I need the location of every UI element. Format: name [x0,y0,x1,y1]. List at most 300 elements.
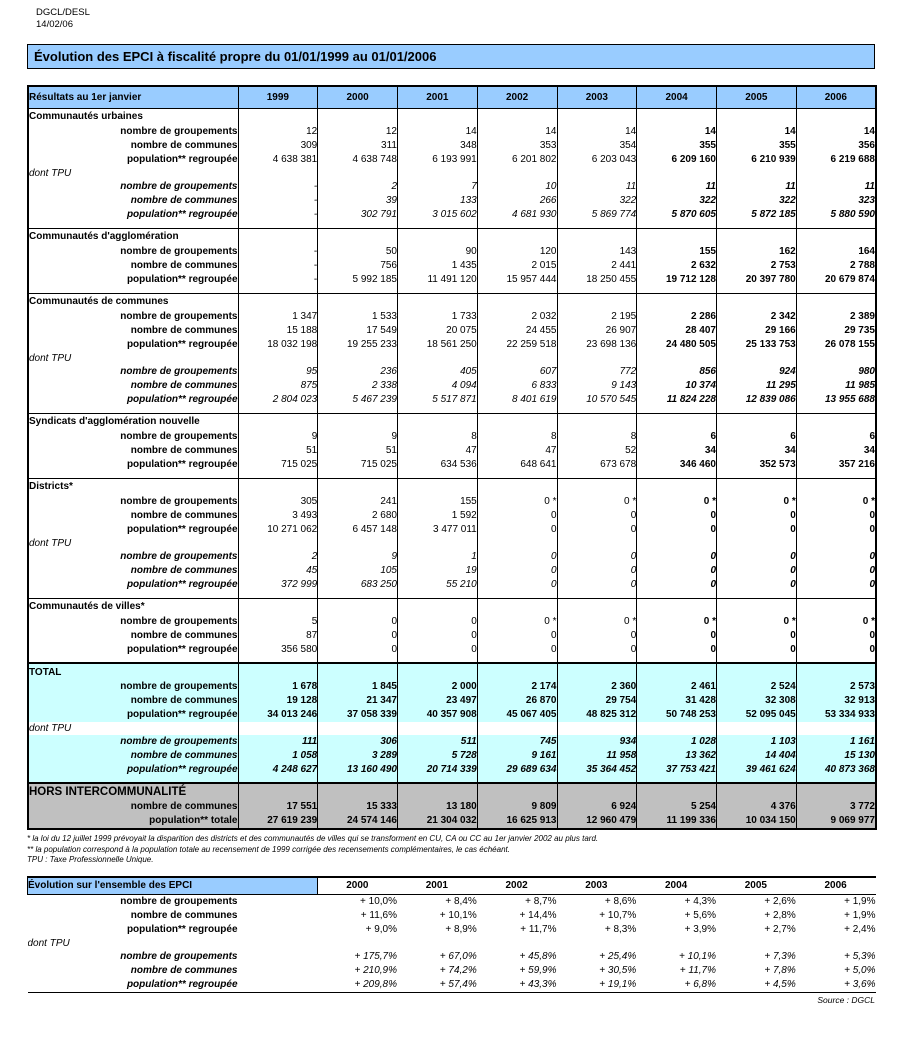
row-label: nombre de groupements [28,430,238,444]
value-cell: 5 517 871 [398,393,478,407]
value-cell: 1 103 [717,735,797,749]
year-column-header: 2004 [637,86,717,108]
data-row [28,909,876,923]
value-cell: 17 549 [318,324,398,338]
empty-cell [796,293,876,310]
value-cell: 51 [318,444,398,458]
empty-cell [477,413,557,430]
value-cell: 22 259 518 [477,338,557,352]
value-cell: + 14,4% [519,910,557,921]
value-cell: 5 254 [637,800,717,814]
section-communautes-de-villes [28,598,876,663]
empty-cell [717,478,797,495]
tpu-data-row [28,393,876,407]
value-cell: + 1,9% [844,896,876,907]
tpu-data-row [28,763,876,777]
value-cell: 52 095 045 [717,708,797,722]
value-cell: 0 [717,523,797,537]
value-cell: 32 308 [717,694,797,708]
value-cell: 11 [717,180,797,194]
value-cell: 20 679 874 [796,273,876,287]
empty-cell [796,722,876,735]
value-cell: 155 [398,495,478,509]
value-cell: 87 [238,629,318,643]
data-row [28,430,876,444]
value-cell: 355 [717,139,797,153]
value-cell: + 2,7% [764,924,796,935]
footnote-districts: * la loi du 12 juillet 1999 prévoyait la disparition des districts et des communautés de villes qui se transforment en CU, CA ou CC au 1er janvier 2002 au plus tard. [27,834,599,843]
value-cell: 0 [796,578,876,592]
value-cell: 19 712 128 [637,273,717,287]
data-row [28,615,876,629]
tpu-data-row [28,208,876,222]
row-label: nombre de communes [28,139,238,153]
value-cell: 0 [318,643,398,657]
value-cell: 305 [238,495,318,509]
value-cell: - [238,259,318,273]
empty-cell [717,228,797,245]
tpu-data-row [28,578,876,592]
row-label: population** regroupée [28,458,238,472]
empty-cell [557,537,637,550]
value-cell: 3 477 011 [398,523,478,537]
section-title: Communautés d'agglomération [28,228,238,245]
value-cell: 311 [318,139,398,153]
value-cell: 26 870 [477,694,557,708]
value-cell: 2 195 [557,310,637,324]
empty-cell [398,663,478,680]
value-cell: 14 [477,125,557,139]
value-cell: 2 342 [717,310,797,324]
tpu-data-row [28,749,876,763]
value-cell: 2 174 [477,680,557,694]
empty-cell [557,108,637,125]
value-cell: 23 698 136 [557,338,637,352]
value-cell: 11 295 [717,379,797,393]
page-title: Évolution des EPCI à fiscalité propre du 01/01/1999 au 01/01/2006 [27,44,875,69]
value-cell: 0 [477,550,557,564]
year-column-header: 1999 [238,86,318,108]
value-cell: 21 304 032 [398,814,478,829]
data-row [28,895,876,910]
value-cell: 9 [238,430,318,444]
empty-cell [637,293,717,310]
value-cell: 0 * [477,615,557,629]
value-cell: 0 [637,643,717,657]
empty-cell [557,293,637,310]
value-cell: 1 592 [398,509,478,523]
value-cell: 6 924 [557,800,637,814]
empty-cell [477,167,557,180]
row-label: nombre de communes [130,965,238,976]
value-cell: 7 [398,180,478,194]
row-label: population** regroupée [28,763,238,777]
row-label: nombre de communes [28,324,238,338]
empty-cell [637,478,717,495]
value-cell: + 4,3% [684,896,716,907]
value-cell: 0 [557,550,637,564]
dont-tpu-label: dont TPU [28,722,238,735]
year-column-header: 2000 [317,877,397,895]
value-cell: 511 [398,735,478,749]
empty-cell [477,108,557,125]
section-title: Communautés urbaines [28,108,238,125]
empty-cell [238,663,318,680]
value-cell: 5 992 185 [318,273,398,287]
value-cell: 52 [557,444,637,458]
year-column-header: 2002 [477,86,557,108]
value-cell: 302 791 [318,208,398,222]
empty-cell [477,228,557,245]
value-cell: 0 [398,643,478,657]
value-cell: 2 032 [477,310,557,324]
empty-cell [238,293,318,310]
row-label: nombre de groupements [28,550,238,564]
section-title-row [28,783,876,800]
section-title-row [28,293,876,310]
value-cell: 0 [637,550,717,564]
empty-cell [557,663,637,680]
doc-date: 14/02/06 [36,19,73,30]
value-cell: 4 248 627 [238,763,318,777]
tpu-data-row [28,379,876,393]
value-cell: 37 058 339 [318,708,398,722]
value-cell: 3 015 602 [398,208,478,222]
row-label: nombre de groupements [28,125,238,139]
data-row [28,814,876,829]
value-cell: 6 457 148 [318,523,398,537]
row-label: nombre de groupements [28,310,238,324]
empty-cell [477,783,557,800]
tpu-data-row [28,180,876,194]
row-label: population** regroupée [28,273,238,287]
dont-tpu-row [28,167,876,180]
data-row [28,495,876,509]
value-cell: 3 493 [238,509,318,523]
empty-cell [637,413,717,430]
empty-cell [637,663,717,680]
value-cell: 745 [477,735,557,749]
value-cell: - [238,273,318,287]
value-cell: 0 [717,643,797,657]
value-cell: 39 [318,194,398,208]
empty-cell [477,598,557,615]
value-cell: 29 735 [796,324,876,338]
content [27,44,875,1005]
section-title: Districts* [28,478,238,495]
empty-cell [717,537,797,550]
section-communautes-de-communes [28,293,876,413]
value-cell: 0 [796,523,876,537]
empty-cell [238,964,318,978]
value-cell: 24 574 146 [318,814,398,829]
value-cell: 0 [557,643,637,657]
value-cell: 24 455 [477,324,557,338]
value-cell: 11 824 228 [637,393,717,407]
value-cell: 2 360 [557,680,637,694]
value-cell: 18 561 250 [398,338,478,352]
row-label: population** regroupée [28,208,238,222]
value-cell: 1 058 [238,749,318,763]
empty-cell [238,909,318,923]
value-cell: 111 [238,735,318,749]
value-cell: 40 357 908 [398,708,478,722]
value-cell: 0 [637,564,717,578]
data-row [28,273,876,287]
value-cell: 0 [398,629,478,643]
value-cell: + 11,6% [360,910,397,921]
value-cell: 405 [398,365,478,379]
value-cell: 0 [477,578,557,592]
value-cell: 0 [318,629,398,643]
results-header-label: Résultats au 1er janvier [28,86,238,108]
value-cell: 648 641 [477,458,557,472]
value-cell: 5 728 [398,749,478,763]
value-cell: 50 748 253 [637,708,717,722]
value-cell: 0 [398,615,478,629]
tpu-data-row [28,550,876,564]
value-cell: 11 [796,180,876,194]
value-cell: 2 753 [717,259,797,273]
value-cell: 0 [557,629,637,643]
value-cell: 50 [318,245,398,259]
value-cell: 924 [717,365,797,379]
empty-cell [398,228,478,245]
value-cell: 348 [398,139,478,153]
value-cell: 10 271 062 [238,523,318,537]
empty-cell [717,293,797,310]
value-cell: 53 334 933 [796,708,876,722]
empty-cell [398,598,478,615]
value-cell: 355 [637,139,717,153]
data-row [28,245,876,259]
section-title: TOTAL [28,663,238,680]
value-cell: 155 [637,245,717,259]
value-cell: + 59,9% [519,965,557,976]
year-column-header: 2001 [397,877,477,895]
row-label: nombre de groupements [28,365,238,379]
value-cell: + 2,4% [844,924,876,935]
value-cell: 0 [477,643,557,657]
org-label: DGCL/DESL [36,7,90,18]
empty-cell [796,413,876,430]
data-row [28,259,876,273]
value-cell: 0 * [717,495,797,509]
value-cell: 0 [557,509,637,523]
value-cell: 0 [717,509,797,523]
empty-cell [796,663,876,680]
value-cell: 0 [637,523,717,537]
value-cell: 5 870 605 [637,208,717,222]
value-cell: 12 [318,125,398,139]
value-cell: + 25,4% [599,951,637,962]
value-cell: 16 625 913 [477,814,557,829]
empty-cell [796,783,876,800]
section-title-row [28,413,876,430]
empty-cell [637,722,717,735]
value-cell: 5 880 590 [796,208,876,222]
value-cell: 31 428 [637,694,717,708]
value-cell: 13 955 688 [796,393,876,407]
empty-cell [717,722,797,735]
data-row [28,800,876,814]
value-cell: 14 [717,125,797,139]
empty-cell [557,783,637,800]
row-label: nombre de communes [28,259,238,273]
data-row [28,509,876,523]
row-label: nombre de communes [28,379,238,393]
empty-cell [398,537,478,550]
section-districts [28,478,876,598]
evolution-table [27,876,876,994]
tpu-data-row [28,194,876,208]
value-cell: 0 [557,564,637,578]
empty-cell [238,978,318,993]
value-cell: 26 907 [557,324,637,338]
value-cell: 105 [318,564,398,578]
value-cell: 15 333 [318,800,398,814]
value-cell: 20 075 [398,324,478,338]
value-cell: + 3,9% [684,924,716,935]
data-row [28,694,876,708]
empty-cell [238,950,318,964]
empty-cell [318,228,398,245]
value-cell: 14 [557,125,637,139]
dont-tpu-label: dont TPU [28,167,238,180]
value-cell: 322 [717,194,797,208]
section-syndicats-d-agglomeration-nouvelle [28,413,876,478]
dont-tpu-row [28,352,876,365]
value-cell: - [238,245,318,259]
value-cell: 14 [796,125,876,139]
value-cell: 4 376 [717,800,797,814]
value-cell: 45 067 405 [477,708,557,722]
value-cell: 0 [717,578,797,592]
empty-cell [557,352,637,365]
value-cell: + 8,9% [445,924,477,935]
value-cell: 47 [398,444,478,458]
value-cell: + 30,5% [599,965,637,976]
section-title: Communautés de communes [28,293,238,310]
data-row [28,324,876,338]
value-cell: + 67,0% [439,951,477,962]
row-label: nombre de groupements [28,680,238,694]
value-cell: 95 [238,365,318,379]
row-label: nombre de groupements [28,615,238,629]
value-cell: 39 461 624 [717,763,797,777]
row-label: nombre de groupements [120,951,238,962]
value-cell: 5 [238,615,318,629]
section-title: Communautés de villes* [28,598,238,615]
empty-cell [398,722,478,735]
value-cell: 0 [557,523,637,537]
row-label: nombre de communes [28,749,238,763]
evolution-title: Évolution sur l'ensemble des EPCI [28,877,318,895]
value-cell: + 8,7% [525,896,557,907]
empty-cell [318,598,398,615]
value-cell: 356 580 [238,643,318,657]
value-cell: 1 678 [238,680,318,694]
empty-cell [238,167,318,180]
data-row [28,139,876,153]
value-cell: 1 733 [398,310,478,324]
value-cell: 1 028 [637,735,717,749]
value-cell: 6 201 802 [477,153,557,167]
empty-cell [318,352,398,365]
footnote-population: ** la population correspond à la population totale au recensement de 1999 corrigée des recensements complémentaires, le cas échéant. [27,844,510,854]
value-cell: + 2,8% [764,910,796,921]
data-row [28,153,876,167]
value-cell: 1 845 [318,680,398,694]
value-cell: 0 [796,550,876,564]
value-cell: 346 460 [637,458,717,472]
value-cell: 11 985 [796,379,876,393]
value-cell: 18 250 455 [557,273,637,287]
value-cell: 29 754 [557,694,637,708]
empty-cell [717,167,797,180]
value-cell: 8 401 619 [477,393,557,407]
main-table-header-row [28,86,876,108]
section-title-row [28,663,876,680]
value-cell: 18 032 198 [238,338,318,352]
value-cell: 6 [637,430,717,444]
empty-cell [318,783,398,800]
value-cell: 9 809 [477,800,557,814]
value-cell: 0 [796,564,876,578]
empty-cell [318,722,398,735]
value-cell: 673 678 [557,458,637,472]
value-cell: 875 [238,379,318,393]
value-cell: 4 638 748 [318,153,398,167]
value-cell: + 5,3% [844,951,876,962]
value-cell: 19 255 233 [318,338,398,352]
value-cell: 354 [557,139,637,153]
value-cell: 0 [717,629,797,643]
value-cell: 934 [557,735,637,749]
value-cell: 0 * [477,495,557,509]
value-cell: 980 [796,365,876,379]
data-row [28,125,876,139]
value-cell: 48 825 312 [557,708,637,722]
empty-cell [398,108,478,125]
value-cell: 6 219 688 [796,153,876,167]
value-cell: 0 [477,509,557,523]
row-label: nombre de groupements [28,495,238,509]
value-cell: 8 [477,430,557,444]
value-cell: + 11,7% [520,924,557,935]
value-cell: 0 * [637,495,717,509]
section-communautes-urbaines [28,108,876,228]
section-hors-intercommunalite [28,783,876,829]
value-cell: 0 [717,550,797,564]
value-cell: + 45,8% [519,951,557,962]
tpu-data-row [28,978,876,993]
value-cell: 9 143 [557,379,637,393]
value-cell: 15 957 444 [477,273,557,287]
year-column-header: 2003 [557,877,637,895]
empty-cell [238,228,318,245]
empty-cell [477,293,557,310]
year-column-header: 2005 [716,877,796,895]
value-cell: 2 573 [796,680,876,694]
value-cell: 9 069 977 [796,814,876,829]
value-cell: 5 872 185 [717,208,797,222]
value-cell: 12 839 086 [717,393,797,407]
value-cell: 2 [318,180,398,194]
empty-cell [318,537,398,550]
row-label: nombre de communes [130,910,238,921]
data-row [28,444,876,458]
